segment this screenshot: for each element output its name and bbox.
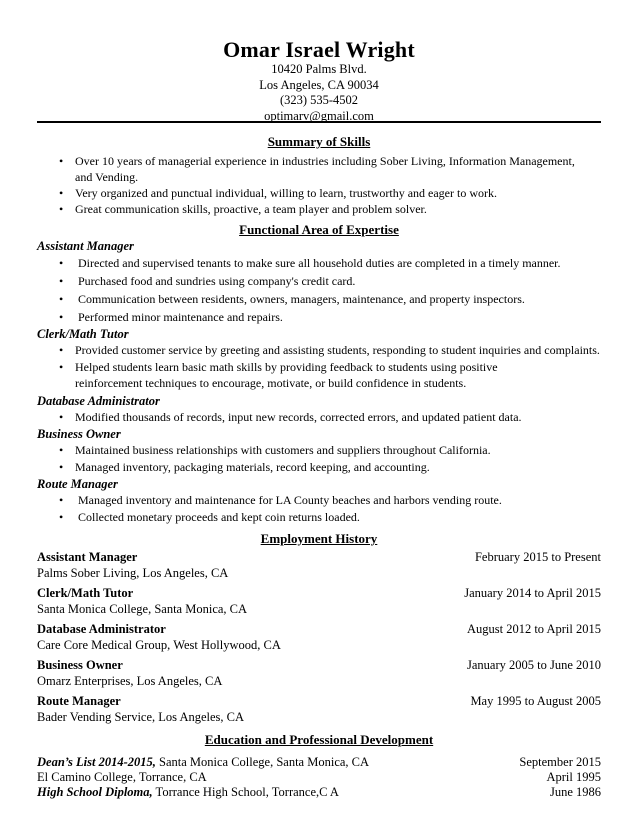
job-dates: January 2014 to April 2015 xyxy=(464,586,601,600)
candidate-name: Omar Israel Wright xyxy=(223,37,415,62)
role-bullet: • Performed minor maintenance and repairs. xyxy=(37,308,601,326)
summary-bullet: • Very organized and punctual individual, willing to learn, trustworthy and eager to work. xyxy=(37,185,601,201)
job-org: Palms Sober Living, Los Angeles, CA xyxy=(37,566,229,580)
job-dates: February 2015 to Present xyxy=(474,550,601,564)
role-bullet: • Managed inventory and maintenance for LA County beaches and harbors vending route. xyxy=(37,492,601,509)
education-heading: Education and Professional Development xyxy=(204,732,434,747)
role-heading: Route Manager xyxy=(37,477,118,491)
education-detail: El Camino College, Torrance, CA xyxy=(37,770,207,784)
job-entry xyxy=(37,585,601,617)
email-address: optimarv@gmail.com xyxy=(264,108,374,123)
education-highlight: Dean’s List 2014-2015, xyxy=(37,755,156,769)
job-entry xyxy=(37,657,601,689)
role-bullet: • Helped students learn basic math skills by providing feedback to students using positive reinforcement techniques to encourage, motivate, or build confidence in students. xyxy=(37,359,601,391)
education-row xyxy=(37,770,601,785)
job-org: Care Core Medical Group, West Hollywood, CA xyxy=(37,638,281,652)
phone-number: (323) 535-4502 xyxy=(279,93,359,107)
education-date: April 1995 xyxy=(546,770,601,784)
job-entry xyxy=(37,549,601,581)
summary-bullet: • Over 10 years of managerial experience in industries including Sober Living, Information Management, and Vending. xyxy=(37,153,601,185)
address-line-2: Los Angeles, CA 90034 xyxy=(259,77,379,92)
role-heading: Database Administrator xyxy=(37,394,160,408)
job-org: Omarz Enterprises, Los Angeles, CA xyxy=(37,674,223,688)
role-bullet: • Managed inventory, packaging materials, record keeping, and accounting. xyxy=(37,459,601,476)
education-highlight: High School Diploma, xyxy=(37,785,153,799)
role-heading: Assistant Manager xyxy=(37,239,134,253)
job-title: Clerk/Math Tutor xyxy=(37,586,134,600)
job-dates: May 1995 to August 2005 xyxy=(470,694,601,708)
resume-body xyxy=(37,134,601,800)
job-title: Route Manager xyxy=(37,694,121,708)
education-detail: Torrance High School, Torrance,C A xyxy=(152,785,339,799)
resume-header xyxy=(0,0,638,124)
role-bullet: • Communication between residents, owners, managers, maintenance, and property inspectors. xyxy=(37,290,601,308)
job-entry xyxy=(37,621,601,653)
job-dates: January 2005 to June 2010 xyxy=(466,658,601,672)
job-entry xyxy=(37,693,601,725)
role-bullets xyxy=(37,254,601,326)
role-bullet: • Collected monetary proceeds and kept coin returns loaded. xyxy=(37,509,601,526)
role-bullet: • Directed and supervised tenants to make sure all household duties are completed in a timely manner. xyxy=(37,254,601,272)
job-org: Santa Monica College, Santa Monica, CA xyxy=(37,602,248,616)
education-date: June 1986 xyxy=(549,785,601,799)
summary-heading: Summary of Skills xyxy=(267,134,371,149)
job-title: Database Administrator xyxy=(37,622,166,636)
education-detail: Santa Monica College, Santa Monica, CA xyxy=(155,755,370,769)
role-heading: Business Owner xyxy=(37,427,121,441)
job-org: Bader Vending Service, Los Angeles, CA xyxy=(37,710,245,724)
role-bullets xyxy=(37,409,601,426)
summary-bullet: • Great communication skills, proactive, a team player and problem solver. xyxy=(37,201,601,217)
education-list xyxy=(37,755,601,800)
education-date: September 2015 xyxy=(519,755,601,769)
education-row xyxy=(37,755,601,770)
role-bullet: • Maintained business relationships with customers and suppliers throughout California. xyxy=(37,442,601,459)
role-bullets xyxy=(37,342,601,391)
role-bullet: • Modified thousands of records, input new records, corrected errors, and updated patient data. xyxy=(37,409,601,426)
role-heading: Clerk/Math Tutor xyxy=(37,327,129,341)
address-line-1: 10420 Palms Blvd. xyxy=(271,62,367,76)
role-bullets xyxy=(37,492,601,526)
job-title: Assistant Manager xyxy=(37,550,138,564)
summary-list xyxy=(37,153,601,217)
job-dates: August 2012 to April 2015 xyxy=(466,622,601,636)
role-bullets xyxy=(37,442,601,476)
role-bullet: • Provided customer service by greeting and assisting students, responding to student inquiries and complaints. xyxy=(37,342,601,359)
employment-heading: Employment History xyxy=(260,531,378,546)
functional-heading: Functional Area of Expertise xyxy=(239,222,399,237)
role-bullet: • Purchased food and sundries using company's credit card. xyxy=(37,272,601,290)
job-title: Business Owner xyxy=(37,658,123,672)
header-divider xyxy=(37,121,601,123)
education-row xyxy=(37,785,601,800)
